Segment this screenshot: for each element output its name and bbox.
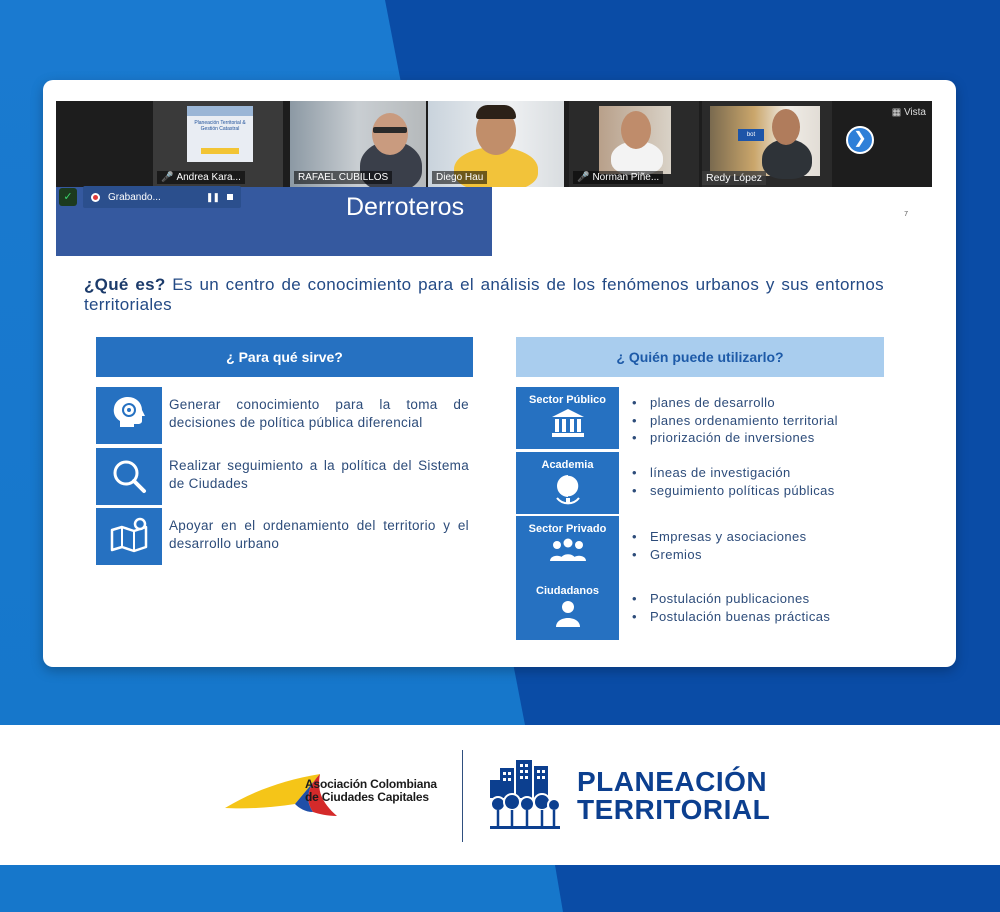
user-group-items — [632, 528, 807, 563]
list-item: • priorización de inversiones — [632, 429, 838, 447]
use-text: Generar conocimiento para la toma de decisiones de política pública diferencial — [169, 397, 469, 430]
user-group-label: Sector Público — [528, 394, 607, 406]
logo-divider — [462, 750, 463, 842]
user-group-label: Sector Privado — [528, 523, 607, 535]
participant-tile[interactable] — [569, 101, 699, 187]
participant-tile-active[interactable] — [428, 101, 564, 187]
participant-tile[interactable]: bot Redy López — [702, 101, 832, 187]
user-group-box — [516, 452, 619, 514]
user-group-label: Academia — [541, 459, 594, 471]
participant-name: RAFAEL CUBILLOS — [294, 171, 392, 184]
list-item: • líneas de investigación — [632, 464, 835, 482]
globe-icon — [548, 471, 588, 507]
participant-name: Redy López — [702, 171, 766, 185]
slide-page-number: 7 — [904, 211, 908, 218]
group-people-icon — [548, 535, 588, 567]
slide-title: Derroteros — [346, 193, 465, 221]
user-group — [516, 387, 936, 449]
view-button[interactable]: ▦ Vista — [891, 107, 926, 118]
government-building-icon — [548, 406, 588, 440]
uses-header: ¿ Para qué sirve? — [96, 337, 473, 377]
grid-view-icon: ▦ — [891, 107, 904, 118]
participant-tile[interactable] — [153, 101, 283, 187]
recording-toolbar — [59, 186, 241, 208]
map-pin-icon — [96, 508, 162, 565]
stop-recording-button[interactable] — [227, 194, 233, 200]
wordmark-line: PLANEACIÓN — [577, 766, 768, 797]
user-group-box — [516, 578, 619, 640]
shared-slide — [56, 187, 932, 643]
use-text: Apoyar en el ordenamiento del territorio y el desarrollo urbano — [169, 518, 469, 551]
intro-text: Es un centro de conocimiento para el análisis de los fenómenos urbanos y sus entornos territoriales — [84, 275, 884, 314]
list-item: • Postulación buenas prácticas — [632, 608, 830, 626]
user-group-items — [632, 394, 838, 447]
user-group — [516, 516, 936, 578]
security-shield-icon[interactable]: ✓ — [59, 188, 77, 206]
acc-name-line: Asociación Colombiana — [305, 777, 437, 791]
tile-thumbnail — [187, 106, 253, 162]
user-group — [516, 452, 936, 514]
user-group-items — [632, 464, 835, 499]
user-group — [516, 578, 936, 640]
list-item: • seguimiento políticas públicas — [632, 482, 835, 500]
user-group-label: Ciudadanos — [536, 585, 599, 597]
next-participants-button[interactable]: ❯ — [846, 126, 874, 154]
user-group-box — [516, 387, 619, 449]
use-item — [96, 508, 516, 565]
intro-question: ¿Qué es? — [84, 275, 166, 294]
recording-indicator — [83, 186, 241, 208]
meeting-screenshot-card — [43, 80, 956, 667]
acc-name-line: de Ciudades Capitales — [305, 790, 429, 804]
participant-name: Diego Hau — [432, 171, 487, 184]
planeacion-territorial-wordmark — [577, 768, 770, 824]
use-item — [96, 448, 516, 505]
user-group-items — [632, 590, 830, 625]
user-group-box — [516, 516, 619, 578]
mic-muted-icon: 🎤 — [161, 172, 174, 183]
users-header: ¿ Quién puede utilizarlo? — [516, 337, 884, 377]
list-item: • Postulación publicaciones — [632, 590, 830, 608]
planeacion-territorial-city-icon — [490, 758, 560, 830]
list-item: • planes de desarrollo — [632, 394, 838, 412]
brain-head-icon — [96, 387, 162, 444]
pause-recording-button[interactable]: ❚❚ — [205, 191, 219, 202]
wordmark-line: TERRITORIAL — [577, 794, 771, 825]
list-item: • Gremios — [632, 546, 807, 564]
thumbnail-caption: Planeación Territorial & Gestión Catastral — [194, 120, 246, 132]
list-item: • Empresas y asociaciones — [632, 528, 807, 546]
participant-tile[interactable] — [290, 101, 426, 187]
acc-name — [305, 778, 437, 804]
person-icon — [548, 597, 588, 631]
participant-video-strip — [56, 101, 932, 187]
list-item: • planes ordenamiento territorial — [632, 412, 838, 430]
participant-name: 🎤 Andrea Kara... — [157, 171, 245, 184]
participant-name: 🎤 Norman Piñe... — [573, 171, 663, 184]
mic-muted-icon: 🎤 — [577, 172, 590, 183]
use-text: Realizar seguimiento a la política del Sistema de Ciudades — [169, 458, 469, 491]
record-icon — [91, 193, 100, 202]
magnifier-icon — [96, 448, 162, 505]
slide-intro — [84, 275, 884, 315]
recording-label: Grabando... — [108, 191, 161, 203]
use-item — [96, 387, 516, 444]
